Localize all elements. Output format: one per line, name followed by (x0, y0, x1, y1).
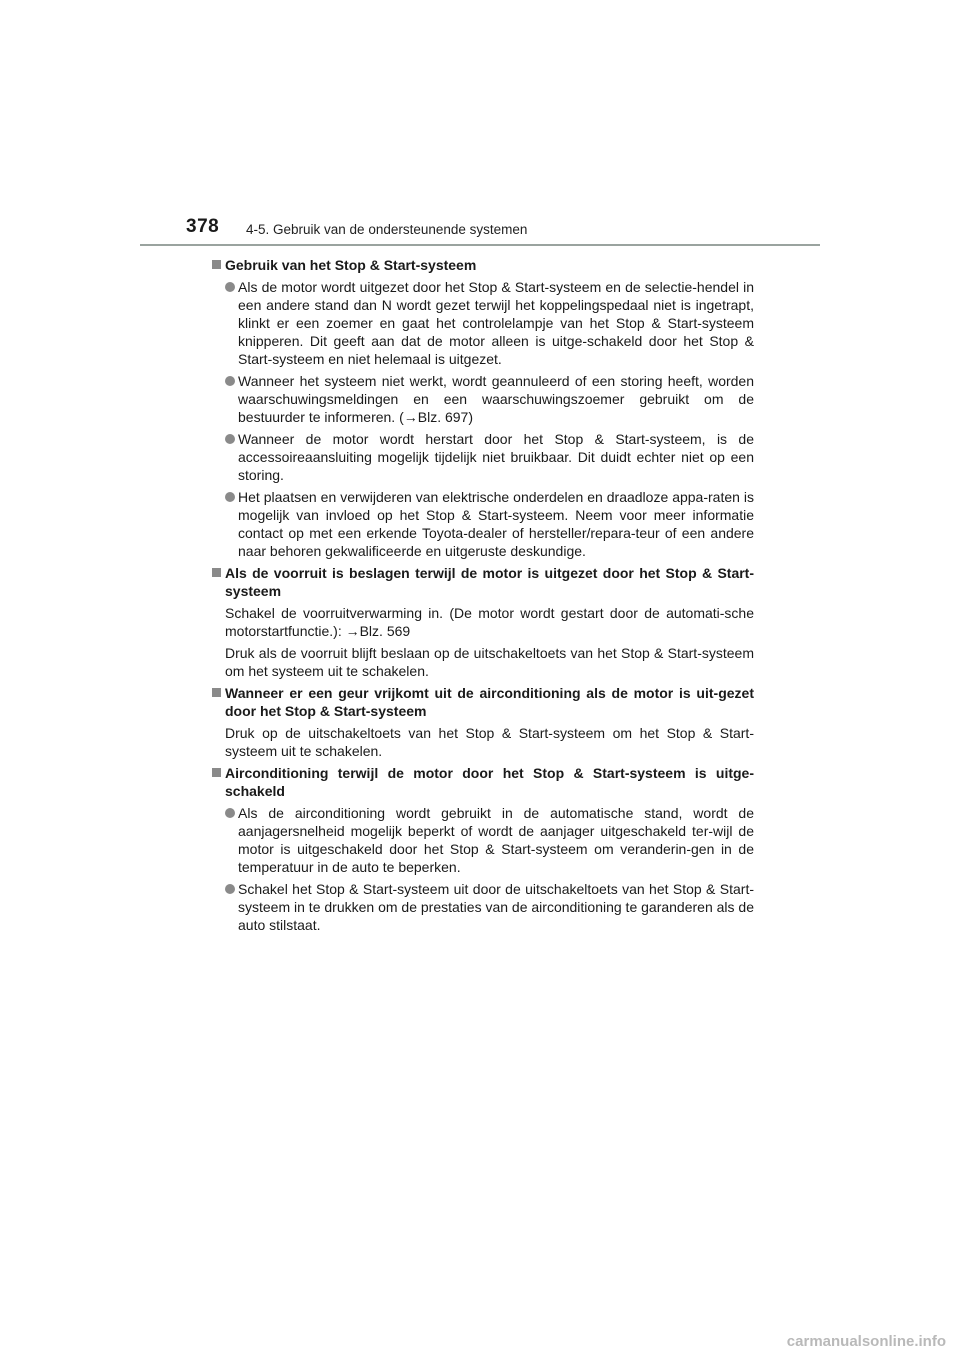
section-fogged-windshield (212, 564, 754, 680)
circle-bullet-icon (225, 376, 235, 386)
paragraph: Druk op de uitschakeltoets van het Stop & Start-systeem om het Stop & Start-systeem uit te schakelen. (225, 725, 754, 759)
list-item (225, 278, 754, 368)
page-header (186, 214, 820, 248)
section-stop-start-usage (212, 256, 754, 560)
section-heading: Wanneer er een geur vrijkomt uit de airconditioning als de motor is uit-gezet door het Stop & Start-systeem (225, 685, 754, 719)
bullet-text: Het plaatsen en verwijderen van elektrische onderdelen en draadloze appa-raten is mogelijk van invloed op het Stop & Start-systeem. Neem voor meer informatie contact op met een erkende Toyota-dealer of hersteller/repara-teur of een andere naar behoren gekwalificeerde en uitgeruste deskundige. (238, 489, 754, 559)
header-rule (140, 244, 820, 246)
circle-bullet-icon (225, 434, 235, 444)
section-ac-engine-off (212, 764, 754, 934)
square-bullet-icon (212, 688, 221, 697)
list-item (225, 880, 754, 934)
section-ac-odor (212, 684, 754, 760)
bullet-text: Wanneer de motor wordt herstart door het Stop & Start-systeem, is de accessoireaansluiting mogelijk tijdelijk niet bruikbaar. Dit duidt echter niet op een storing. (238, 431, 754, 483)
circle-bullet-icon (225, 808, 235, 818)
section-heading: Airconditioning terwijl de motor door het Stop & Start-systeem is uitge-schakeld (225, 765, 754, 799)
list-item (225, 372, 754, 426)
bullet-text: Wanneer het systeem niet werkt, wordt geannuleerd of een storing heeft, worden waarschuwingsmeldingen en een waarschuwingszoemer gebruikt om de bestuurder te informeren. (→Blz. 697) (238, 373, 754, 425)
square-bullet-icon (212, 260, 221, 269)
list-item (225, 488, 754, 560)
square-bullet-icon (212, 768, 221, 777)
bullet-text: Als de airconditioning wordt gebruikt in de automatische stand, wordt de aanjagersnelheid mogelijk beperkt of wordt de aanjager uitgeschakeld ter-wijl de motor is uitgeschakeld door het Stop & Start-systeem om veranderin-gen in de temperatuur in de auto te beperken. (238, 805, 754, 875)
circle-bullet-icon (225, 282, 235, 292)
bullet-text: Als de motor wordt uitgezet door het Stop & Start-systeem en de selectie-hendel in een andere stand dan N wordt gezet terwijl het koppelingspedaal niet is ingetrapt, klinkt er een zoemer en gaat het controlelampje van het Stop & Start-systeem knipperen. Dit geeft aan dat de motor alleen is uitge-schakeld door het Stop & Start-systeem en niet helemaal is uitgezet. (238, 279, 754, 367)
page-number: 378 (186, 216, 220, 237)
section-title: 4-5. Gebruik van de ondersteunende systemen (246, 222, 528, 237)
paragraph: Druk als de voorruit blijft beslaan op de uitschakeltoets van het Stop & Start-systeem om het systeem uit te schakelen. (225, 645, 754, 679)
circle-bullet-icon (225, 884, 235, 894)
section-heading: Als de voorruit is beslagen terwijl de motor is uitgezet door het Stop & Start-systeem (225, 565, 754, 599)
list-item (225, 804, 754, 876)
content (212, 256, 754, 938)
bullet-text: Schakel het Stop & Start-systeem uit door de uitschakeltoets van het Stop & Start-systeem in te drukken om de prestaties van de airconditioning te garanderen als de auto stilstaat. (238, 881, 754, 933)
circle-bullet-icon (225, 492, 235, 502)
square-bullet-icon (212, 568, 221, 577)
paragraph: Schakel de voorruitverwarming in. (De motor wordt gestart door de automati-sche motorstartfunctie.): →Blz. 569 (225, 605, 754, 639)
watermark: carmanualsonline.info (786, 1333, 946, 1350)
section-heading: Gebruik van het Stop & Start-systeem (225, 257, 477, 273)
list-item (225, 430, 754, 484)
